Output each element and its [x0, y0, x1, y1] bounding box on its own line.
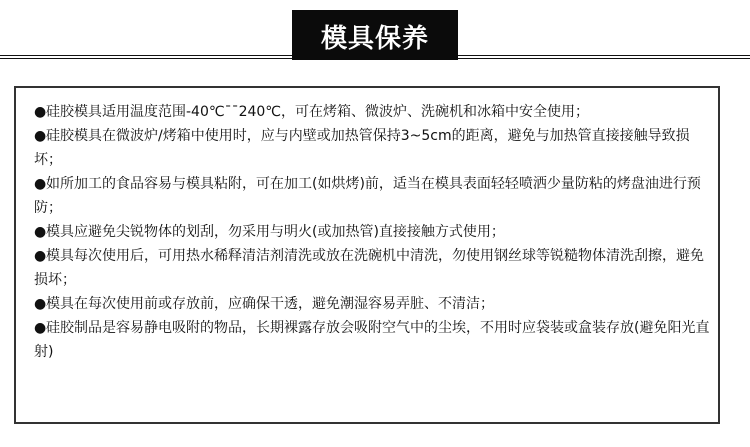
- list-item: [34, 220, 714, 244]
- bullet-icon: ●: [34, 224, 47, 240]
- list-item: [34, 100, 714, 124]
- care-instructions-panel: [14, 86, 720, 424]
- care-instructions-list: [34, 100, 714, 364]
- page-title: 模具保养: [320, 23, 429, 54]
- list-item-text: 模具应避免尖锐物体的划刮，勿采用与明火(或加热管)直接接触方式使用；: [46, 224, 505, 240]
- page-header: [0, 10, 750, 62]
- bullet-icon: ●: [34, 248, 47, 264]
- list-item-text: 如所加工的食品容易与模具粘附，可在加工(如烘烤)前，适当在模具表面轻轻喷洒少量防粘的烤盘油进行预防；: [34, 176, 701, 216]
- list-item-text: 硅胶模具在微波炉/烤箱中使用时，应与内壁或加热管保持3~5cm的距离，避免与加热管直接接触导致损坏；: [34, 128, 690, 168]
- list-item: [34, 244, 714, 292]
- list-item: [34, 316, 714, 364]
- bullet-icon: ●: [34, 128, 47, 144]
- list-item: [34, 292, 714, 316]
- bullet-icon: ●: [34, 320, 47, 336]
- bullet-icon: ●: [34, 104, 47, 120]
- list-item-text: 硅胶制品是容易静电吸附的物品，长期裸露存放会吸附空气中的尘埃，不用时应袋装或盒装存放(避免阳光直射): [34, 320, 710, 360]
- bullet-icon: ●: [34, 296, 47, 312]
- list-item-text: 模具每次使用后，可用热水稀释清洁剂清洗或放在洗碗机中清洗，勿使用钢丝球等锐糙物体清洗刮擦，避免损坏；: [34, 248, 704, 288]
- bullet-icon: ●: [34, 176, 47, 192]
- list-item: [34, 124, 714, 172]
- list-item: [34, 172, 714, 220]
- list-item-text: 模具在每次使用前或存放前，应确保干透，避免潮湿容易弄脏、不清洁；: [46, 296, 494, 312]
- list-item-text: 硅胶模具适用温度范围-40℃¯¯240℃，可在烤箱、微波炉、洗碗机和冰箱中安全使用；: [46, 104, 590, 120]
